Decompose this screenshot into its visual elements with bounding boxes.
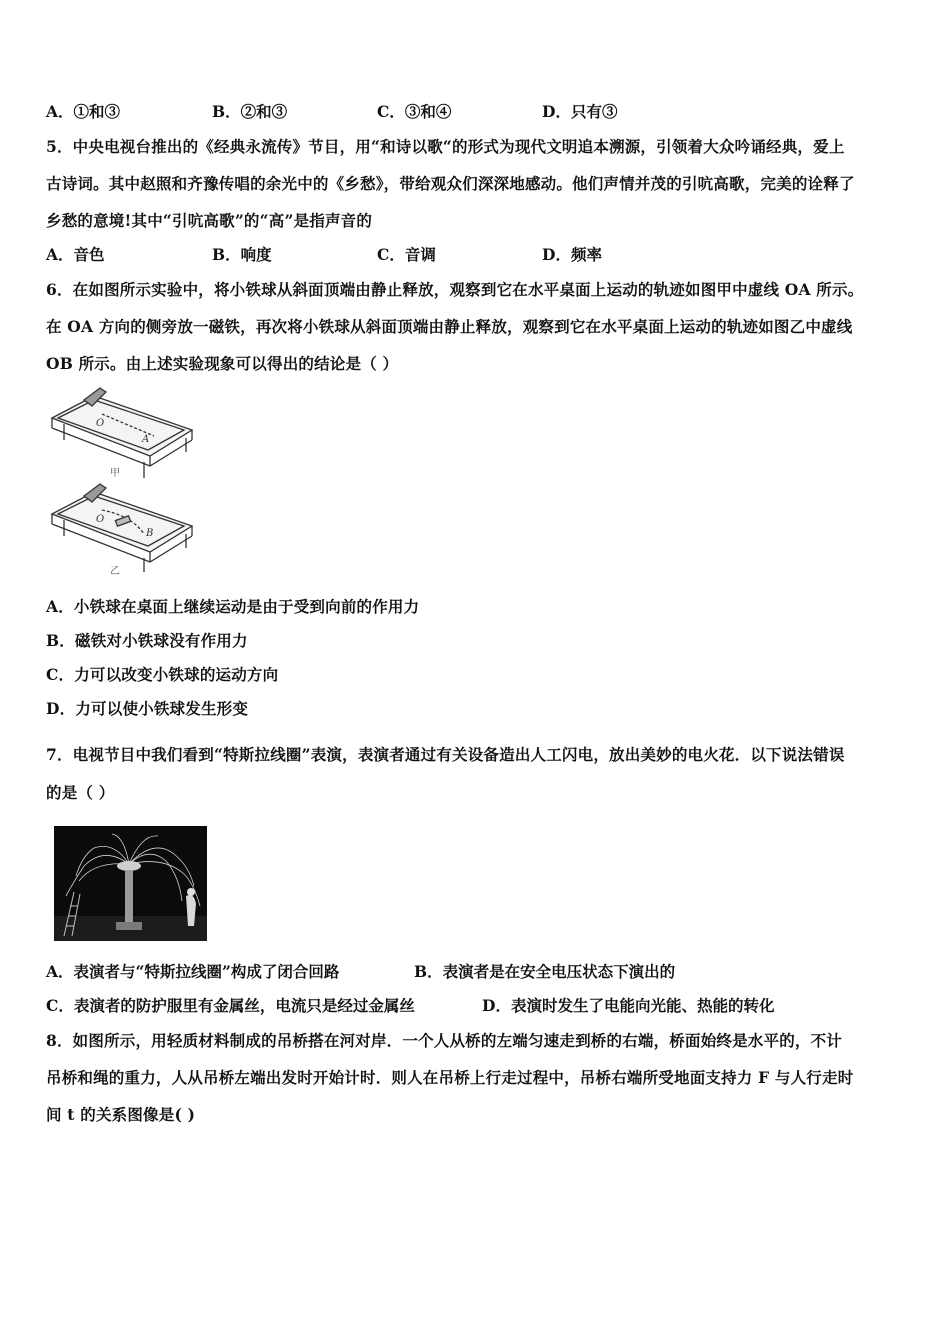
q6-caption-bottom: 乙: [110, 566, 120, 576]
q4-option-c: C．③和④: [377, 102, 452, 121]
q5-stem-line-2: 古诗词。其中赵照和齐豫传唱的余光中的《乡愁》，带给观众们深深地感动。他们声情并茂的引吭高歌，完美的诠释了: [46, 174, 855, 193]
q7-option-d: D．表演时发生了电能向光能、热能的转化: [482, 996, 775, 1015]
q5-stem-line-3: 乡愁的意境!其中“引吭高歌”的“高”是指声音的: [46, 211, 373, 230]
q6-figure-table-top: [52, 388, 192, 478]
q6-option-b: B．磁铁对小铁球没有作用力: [46, 631, 248, 650]
q6-figure: [44, 384, 204, 576]
q6-stem-line-3: OB 所示。由上述实验现象可以得出的结论是（ ）: [46, 354, 399, 373]
q4-option-b: B．②和③: [212, 102, 288, 121]
q8-stem-line-2: 吊桥和绳的重力，人从吊桥左端出发时开始计时．则人在吊桥上行走过程中，吊桥右端所受地面支持力 F 与人行走时: [46, 1068, 854, 1087]
q6-label-a-top: A: [142, 434, 150, 445]
q7-stem-line-2: 的是（ ）: [46, 783, 115, 802]
q6-option-d: D．力可以使小铁球发生形变: [46, 699, 249, 718]
q6-label-o-bottom: O: [96, 514, 105, 525]
q8-stem-line-3: 间 t 的关系图像是( ): [46, 1105, 196, 1124]
tesla-coil-image: [54, 826, 207, 941]
q4-option-d: D．只有③: [542, 102, 618, 121]
q7-option-a: A．表演者与“特斯拉线圈”构成了闭合回路: [46, 962, 340, 981]
q5-option-c: C．音调: [377, 245, 436, 264]
q6-stem-line-1: 6．在如图所示实验中，将小铁球从斜面顶端由静止释放，观察到它在水平桌面上运动的轨迹如图甲中虚线 OA 所示。: [46, 280, 864, 299]
q5-option-d: D．频率: [542, 245, 602, 264]
q7-option-b: B．表演者是在安全电压状态下演出的: [414, 962, 676, 981]
q5-stem-line-1: 5．中央电视台推出的《经典永流传》节目，用“和诗以歌“的形式为现代文明追本溯源，引领着大众吟诵经典，爱上: [46, 137, 845, 156]
q7-option-c: C．表演者的防护服里有金属丝，电流只是经过金属丝: [46, 996, 415, 1015]
q6-stem-line-2: 在 OA 方向的侧旁放一磁铁，再次将小铁球从斜面顶端由静止释放，观察到它在水平桌面上运动的轨迹如图乙中虚线: [46, 317, 853, 336]
q6-label-b-bottom: B: [146, 528, 154, 539]
q6-figure-table-bottom: [52, 484, 192, 572]
q6-caption-top: 甲: [110, 468, 120, 479]
q6-option-c: C．力可以改变小铁球的运动方向: [46, 665, 279, 684]
q8-stem-line-1: 8．如图所示，用轻质材料制成的吊桥搭在河对岸．一个人从桥的左端匀速走到桥的右端，桥面始终是水平的，不计: [46, 1031, 842, 1050]
q5-option-b: B．响度: [212, 245, 272, 264]
q4-option-a: A．①和③: [46, 102, 121, 121]
q7-tesla-coil-photo: [54, 826, 207, 941]
q6-option-a: A．小铁球在桌面上继续运动是由于受到向前的作用力: [46, 597, 420, 616]
q5-option-a: A．音色: [46, 245, 105, 264]
q6-label-o-top: O: [96, 418, 105, 429]
q7-stem-line-1: 7．电视节目中我们看到“特斯拉线圈”表演，表演者通过有关设备造出人工闪电，放出美妙的电火花．以下说法错误: [46, 745, 845, 764]
